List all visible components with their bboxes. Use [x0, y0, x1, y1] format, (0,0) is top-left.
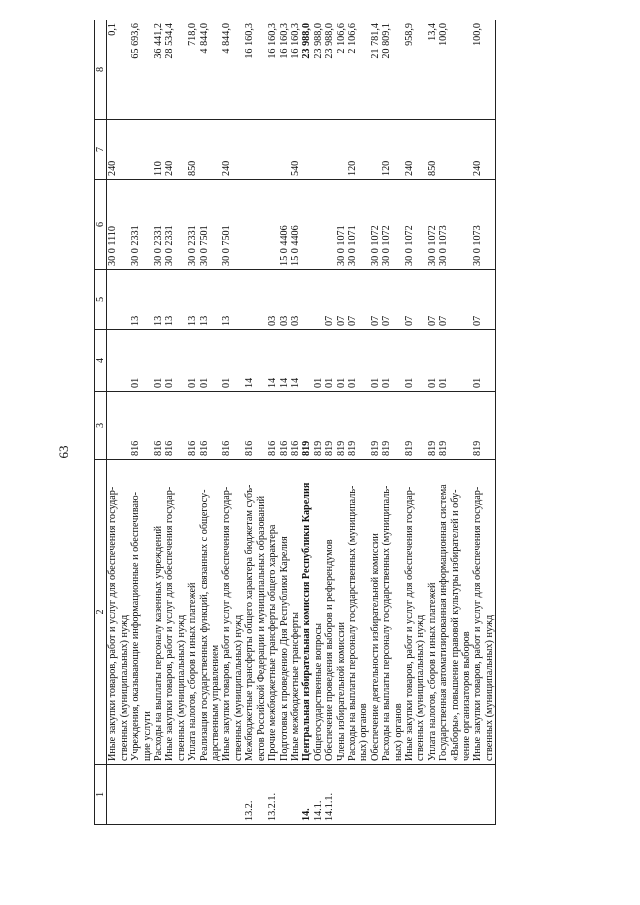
- cell-amount: 36 441,2 28 534,4: [153, 20, 187, 120]
- cell-amount: 23 988,0 23 988,0 2 106,6 2 106,6: [313, 20, 370, 120]
- cell-section: [107, 330, 130, 392]
- table-row: [221, 20, 244, 825]
- table-row: [404, 20, 427, 825]
- table-row: [427, 20, 473, 825]
- cell-grbs: 816: [221, 392, 244, 460]
- cell-amount: 13,4 100,0: [427, 20, 473, 120]
- cell-grbs: 816: [130, 392, 153, 460]
- cell-number: 13.2.: [244, 765, 267, 825]
- cell-expense-type: [301, 120, 312, 180]
- cell-grbs: [107, 392, 130, 460]
- cell-subsection: 13: [221, 270, 244, 330]
- cell-amount: 4 844,0: [221, 20, 244, 120]
- column-header-8: 8: [95, 20, 107, 120]
- cell-target: 30 0 1071 30 0 1071: [313, 180, 370, 270]
- cell-section: 01: [404, 330, 427, 392]
- cell-name: Учреждения, оказывающие информационные и обеспечиваю- щие услуги: [130, 460, 153, 765]
- cell-grbs: 819 819 819 819: [313, 392, 370, 460]
- cell-expense-type: 120: [313, 120, 370, 180]
- cell-subsection: 13: [130, 270, 153, 330]
- cell-amount: 0,1: [107, 20, 130, 120]
- cell-expense-type: 240: [472, 120, 495, 180]
- cell-expense-type: [130, 120, 153, 180]
- cell-target: 30 0 2331 30 0 7501: [187, 180, 221, 270]
- cell-name: Межбюджетные трансферты общего характера бюджетам субъ- ектов Российской Федерации и муниципальных образований: [244, 460, 267, 765]
- cell-section: 14: [244, 330, 267, 392]
- cell-subsection: [301, 270, 312, 330]
- cell-name: Иные закупки товаров, работ и услуг для обеспечения государ- ственных (муниципальных) нужд: [221, 460, 244, 765]
- cell-section: 01 01 01 01: [313, 330, 370, 392]
- cell-expense-type: 110 240: [153, 120, 187, 180]
- column-header-6: 6: [95, 180, 107, 270]
- cell-name: Уплата налогов, сборов и иных платежей Государственная автоматизированная информационная система «Выборы», повышение правовой культуры избирателей и обу- чение организаторов выборов: [427, 460, 473, 765]
- cell-target: 30 0 1072 30 0 1073: [427, 180, 473, 270]
- column-header-1: 1: [95, 765, 107, 825]
- table-row: [107, 20, 130, 825]
- cell-amount: 958,9: [404, 20, 427, 120]
- cell-number: 14.1. 14.1.1.: [313, 765, 370, 825]
- cell-target: [244, 180, 267, 270]
- cell-grbs: 819 819: [427, 392, 473, 460]
- cell-name: Обеспечение деятельности избирательной комиссии Расходы на выплаты персоналу государственных (муниципаль- ных) органов: [370, 460, 404, 765]
- column-header-3: 3: [95, 392, 107, 460]
- rotated-table-viewport: [94, 20, 640, 825]
- column-header-7: 7: [95, 120, 107, 180]
- cell-expense-type: [244, 120, 267, 180]
- cell-expense-type: 120: [370, 120, 404, 180]
- cell-subsection: 07 07: [427, 270, 473, 330]
- table-row: [301, 20, 312, 825]
- cell-grbs: 816 816: [153, 392, 187, 460]
- cell-section: 01: [472, 330, 495, 392]
- cell-grbs: 816 816 816: [267, 392, 301, 460]
- cell-number: [404, 765, 427, 825]
- cell-number: [221, 765, 244, 825]
- cell-expense-type: 240: [107, 120, 130, 180]
- cell-section: 01 01: [427, 330, 473, 392]
- cell-name: Прочие межбюджетные трансферты общего характера Подготовка к проведению Дня Республики Карелия Иные межбюджетные трансферты: [267, 460, 301, 765]
- cell-number: [107, 765, 130, 825]
- cell-number: 14.: [301, 765, 312, 825]
- cell-subsection: 07 07 07: [313, 270, 370, 330]
- column-header-2: 2: [95, 460, 107, 765]
- budget-table-wrapper: [94, 20, 640, 825]
- cell-target: 30 0 2331 30 0 2331: [153, 180, 187, 270]
- cell-expense-type: 850: [427, 120, 473, 180]
- cell-name: Центральная избирательная комиссия Республики Карелия: [301, 460, 312, 765]
- cell-subsection: 03 03 03: [267, 270, 301, 330]
- cell-amount: 718,0 4 844,0: [187, 20, 221, 120]
- cell-amount: 100,0: [472, 20, 495, 120]
- cell-target: [301, 180, 312, 270]
- column-header-4: 4: [95, 330, 107, 392]
- cell-grbs: 819 819: [370, 392, 404, 460]
- cell-grbs: 819: [404, 392, 427, 460]
- cell-subsection: 07 07: [370, 270, 404, 330]
- cell-section: 01 01: [370, 330, 404, 392]
- cell-subsection: 07: [404, 270, 427, 330]
- page-number: 63: [56, 445, 71, 459]
- table-row: [267, 20, 301, 825]
- cell-section: [301, 330, 312, 392]
- cell-expense-type: 240: [404, 120, 427, 180]
- cell-number: [187, 765, 221, 825]
- cell-amount: 23 988,0: [301, 20, 312, 120]
- cell-target: 30 0 1072 30 0 1072: [370, 180, 404, 270]
- cell-number: [130, 765, 153, 825]
- cell-subsection: [107, 270, 130, 330]
- cell-amount: 65 693,6: [130, 20, 153, 120]
- cell-target: 30 0 7501: [221, 180, 244, 270]
- column-header-5: 5: [95, 270, 107, 330]
- cell-target: 30 0 1073: [472, 180, 495, 270]
- cell-section: 01: [221, 330, 244, 392]
- cell-subsection: 13 13: [153, 270, 187, 330]
- cell-name: Общегосударственные вопросы Обеспечение проведения выборов и референдумов Члены избирательной комиссии Расходы на выплаты персоналу государственных (муниципаль- ных) органов: [313, 460, 370, 765]
- table-row: [313, 20, 370, 825]
- cell-target: 30 0 1110: [107, 180, 130, 270]
- cell-subsection: 07: [472, 270, 495, 330]
- cell-grbs: 819: [472, 392, 495, 460]
- cell-name: Расходы на выплаты персоналу казенных учреждений Иные закупки товаров, работ и услуг для обеспечения государ- ственных (муниципальных) нужд: [153, 460, 187, 765]
- cell-number: [370, 765, 404, 825]
- cell-amount: 21 781,4 20 809,1: [370, 20, 404, 120]
- cell-grbs: 816 816: [187, 392, 221, 460]
- cell-amount: 16 160,3 16 160,3 16 160,3: [267, 20, 301, 120]
- cell-section: 01: [130, 330, 153, 392]
- table-row: [153, 20, 187, 825]
- cell-grbs: 819: [301, 392, 312, 460]
- cell-name: Иные закупки товаров, работ и услуг для обеспечения государ- ственных (муниципальных) нужд: [404, 460, 427, 765]
- cell-grbs: 816: [244, 392, 267, 460]
- cell-name: Уплата налогов, сборов и иных платежей Реализация государственных функций, связанных с общегосу- дарственным управлением: [187, 460, 221, 765]
- cell-section: 01 01: [153, 330, 187, 392]
- cell-name: Иные закупки товаров, работ и услуг для обеспечения государ- ственных (муниципальных) нужд: [107, 460, 130, 765]
- cell-expense-type: 240: [221, 120, 244, 180]
- cell-target: 30 0 1072: [404, 180, 427, 270]
- cell-number: [427, 765, 473, 825]
- budget-table: [94, 20, 496, 825]
- table-row: [370, 20, 404, 825]
- cell-amount: 16 160,3: [244, 20, 267, 120]
- cell-section: 14 14 14: [267, 330, 301, 392]
- cell-expense-type: 540: [267, 120, 301, 180]
- table-row: [130, 20, 153, 825]
- cell-number: 13.2.1.: [267, 765, 301, 825]
- cell-name: Иные закупки товаров, работ и услуг для обеспечения государ- ственных (муниципальных) нужд: [472, 460, 495, 765]
- table-row: [187, 20, 221, 825]
- cell-target: 30 0 2331: [130, 180, 153, 270]
- cell-subsection: [244, 270, 267, 330]
- cell-number: [153, 765, 187, 825]
- cell-number: [472, 765, 495, 825]
- table-row: [244, 20, 267, 825]
- table-row: [472, 20, 495, 825]
- cell-expense-type: 850: [187, 120, 221, 180]
- header-row: [95, 20, 107, 825]
- cell-subsection: 13 13: [187, 270, 221, 330]
- table-body: [107, 20, 496, 825]
- cell-target: 15 0 4406 15 0 4406: [267, 180, 301, 270]
- cell-section: 01 01: [187, 330, 221, 392]
